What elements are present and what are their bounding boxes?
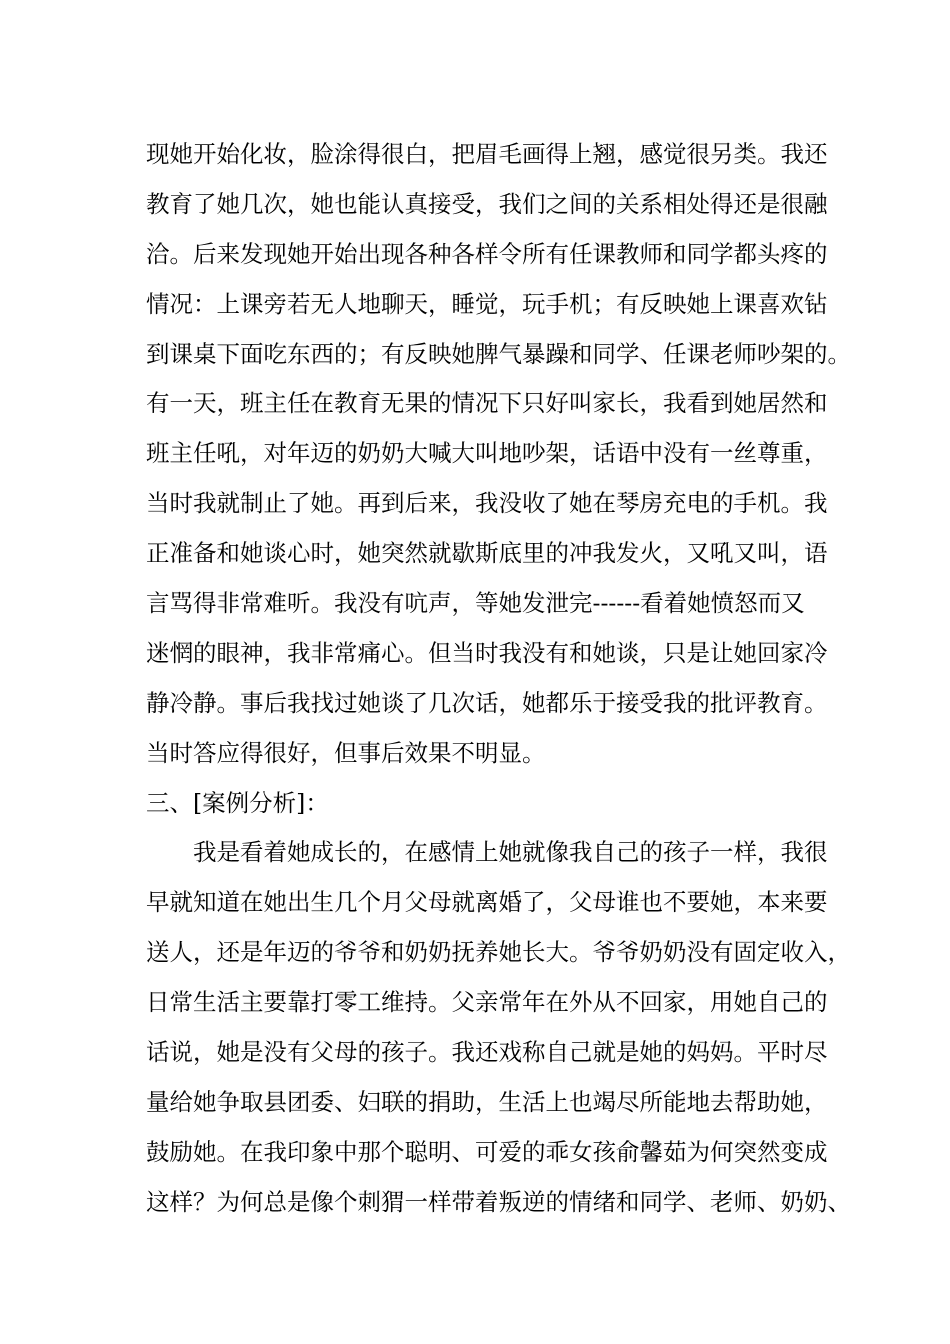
text-line: 早就知道在她出生几个月父母就离婚了，父母谁也不要她，本来要 [146, 888, 828, 917]
text-line: 静冷静。事后我找过她谈了几次话，她都乐于接受我的批评教育。 [146, 688, 828, 717]
text-line: 话说，她是没有父母的孩子。我还戏称自己就是她的妈妈。平时尽 [146, 1038, 828, 1067]
text-line: 正准备和她谈心时，她突然就歇斯底里的冲我发火，又吼又叫，语 [146, 539, 828, 568]
text-line: 教育了她几次，她也能认真接受，我们之间的关系相处得还是很融 [146, 189, 828, 218]
text-line: 量给她争取县团委、妇联的捐助，生活上也竭尽所能地去帮助她， [146, 1087, 828, 1116]
document-body [146, 130, 851, 1228]
paragraph-narrative [146, 130, 851, 779]
text-line: 日常生活主要靠打零工维持。父亲常年在外从不回家，用她自己的 [146, 988, 828, 1017]
text-line: 情况：上课旁若无人地聊天，睡觉，玩手机；有反映她上课喜欢钻 [146, 289, 828, 318]
paragraph-case-analysis [146, 828, 851, 1227]
text-line: 班主任吼，对年迈的奶奶大喊大叫地吵架，话语中没有一丝尊重， [146, 439, 828, 468]
text-line: 送人，还是年迈的爷爷和奶奶抚养她长大。爷爷奶奶没有固定收入， [146, 938, 851, 967]
text-line: 当时答应得很好，但事后效果不明显。 [146, 738, 546, 767]
text-line: 这样？为何总是像个刺猬一样带着叛逆的情绪和同学、老师、奶奶、 [146, 1187, 851, 1216]
text-line: 言骂得非常难听。我没有吭声，等她发泄完------看着她愤怒而又 [146, 589, 805, 618]
text-line: 到课桌下面吃东西的；有反映她脾气暴躁和同学、任课老师吵架的。 [146, 339, 851, 368]
section-heading: 三、[案例分析]： [146, 788, 329, 817]
text-line: 鼓励她。在我印象中那个聪明、可爱的乖女孩俞馨茹为何突然变成 [146, 1137, 828, 1166]
text-line: 我是看着她成长的，在感情上她就像我自己的孩子一样，我很 [193, 838, 828, 867]
text-line: 现她开始化妆，脸涂得很白，把眉毛画得上翘，感觉很另类。我还 [146, 140, 828, 168]
text-line: 洽。后来发现她开始出现各种各样令所有任课教师和同学都头疼的 [146, 239, 828, 268]
text-line: 迷惘的眼神，我非常痛心。但当时我没有和她谈，只是让她回家冷 [146, 638, 828, 667]
text-line: 当时我就制止了她。再到后来，我没收了她在琴房充电的手机。我 [146, 489, 828, 518]
text-line: 有一天，班主任在教育无果的情况下只好叫家长，我看到她居然和 [146, 389, 828, 418]
